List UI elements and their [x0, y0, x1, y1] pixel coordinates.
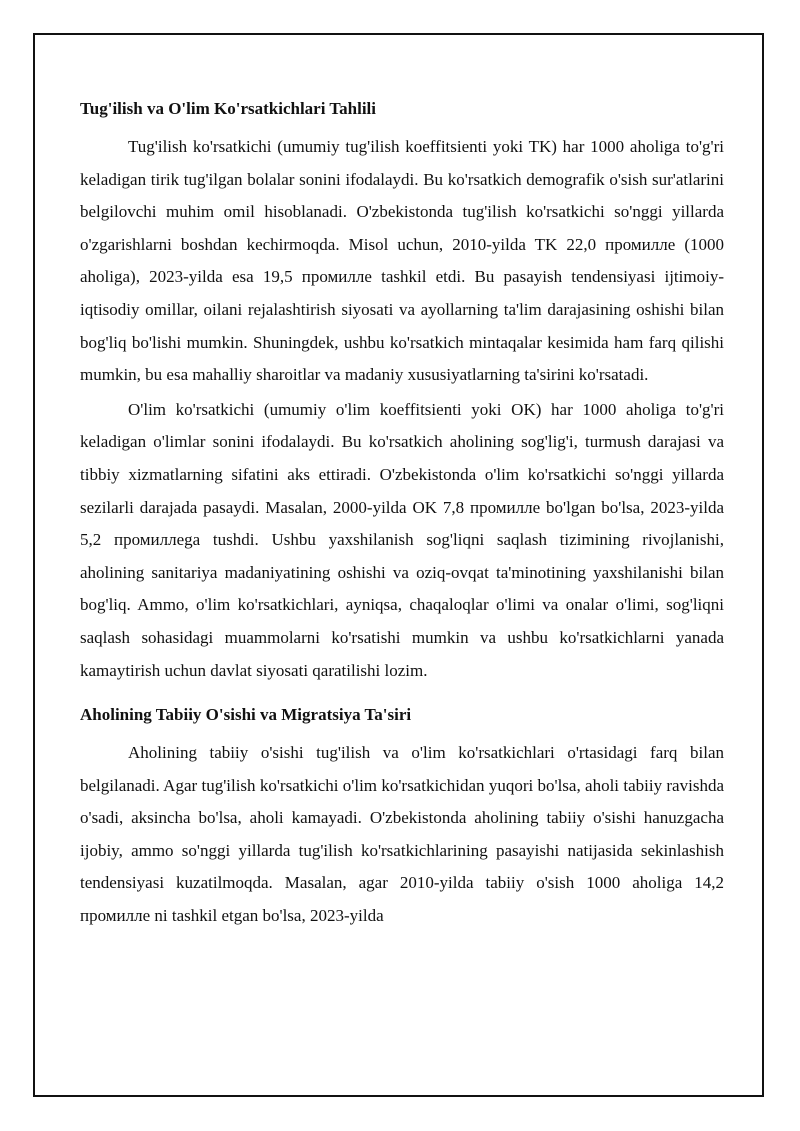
section-heading-birth-death: Tug'ilish va O'lim Ko'rsatkichlari Tahlili	[80, 99, 377, 118]
paragraph-death-rate: O'lim ko'rsatkichi (umumiy o'lim koeffitsienti yoki OK) har 1000 aholiga to'g'ri keladigan o'limlar sonini ifodalaydi. Bu ko'rsatkich aholining sog'lig'i, turmush darajasi va tibbiy xizmatlarning sifatini aks ettiradi. O'zbekistonda o'lim ko'rsatkichi so'nggi yillarda sezilarli darajada pasaydi. Masalan, 2000-yilda OK 7,8 промилле bo'lgan bo'lsa, 2023-yilda 5,2 промиллеga tushdi. Ushbu yaxshilanish sog'liqni saqlash tizimining rivojlanishi, aholining sanitariya madaniyatining oshishi va oziq-ovqat ta'minotining yaxshilanishi bilan bog'liq. Ammo, o'lim ko'rsatkichlari, ayniqsa, chaqaloqlar o'limi va onalar o'limi, sog'liqni saqlash sohasidagi muammolarni ko'rsatishi mumkin va ushbu ko'rsatkichlarni yanada kamaytirish uchun davlat siyosati qaratilishi lozim.	[80, 399, 724, 680]
paragraph-birth-rate: Tug'ilish ko'rsatkichi (umumiy tug'ilish koeffitsienti yoki TK) har 1000 aholiga to'g'ri keladigan tirik tug'ilgan bolalar sonini ifodalaydi. Bu ko'rsatkich demografik o'sish sur'atlarini belgilovchi muhim omil hisoblanadi. O'zbekistonda tug'ilish ko'rsatkichi so'nggi yillarda o'zgarishlarni boshdan kechirmoqda. Misol uchun, 2010-yilda TK 22,0 промилле (1000 aholiga), 2023-yilda esa 19,5 промилле tashkil etdi. Bu pasayish tendensiyasi ijtimoiy-iqtisodiy omillar, oilani rejalashtirish siyosati va ayollarning ta'lim darajasining oshishi bilan bog'liq bo'lishi mumkin. Shuningdek, ushbu ko'rsatkich mintaqalar kesimida ham farq qilishi mumkin, bu esa mahalliy sharoitlar va madaniy xususiyatlarning ta'sirini ko'rsatadi.	[80, 137, 724, 385]
document-body	[80, 95, 724, 933]
paragraph-natural-growth: Aholining tabiiy o'sishi tug'ilish va o'lim ko'rsatkichlari o'rtasidagi farq bilan belgilanadi. Agar tug'ilish ko'rsatkichi o'lim ko'rsatkichidan yuqori bo'lsa, aholi tabiiy ravishda o'sadi, aksincha bo'lsa, aholi kamayadi. O'zbekistonda aholining tabiiy o'sishi hanuzgacha ijobiy, ammo so'nggi yillarda tug'ilish ko'rsatkichlarining pasayishi natijasida sekinlashish tendensiyasi kuzatilmoqda. Masalan, agar 2010-yilda tabiiy o'sish 1000 aholiga 14,2 промилле ni tashkil etgan bo'lsa, 2023-yilda	[80, 743, 724, 926]
section-heading-natural-growth: Aholining Tabiiy O'sishi va Migratsiya Ta'siri	[80, 705, 412, 725]
